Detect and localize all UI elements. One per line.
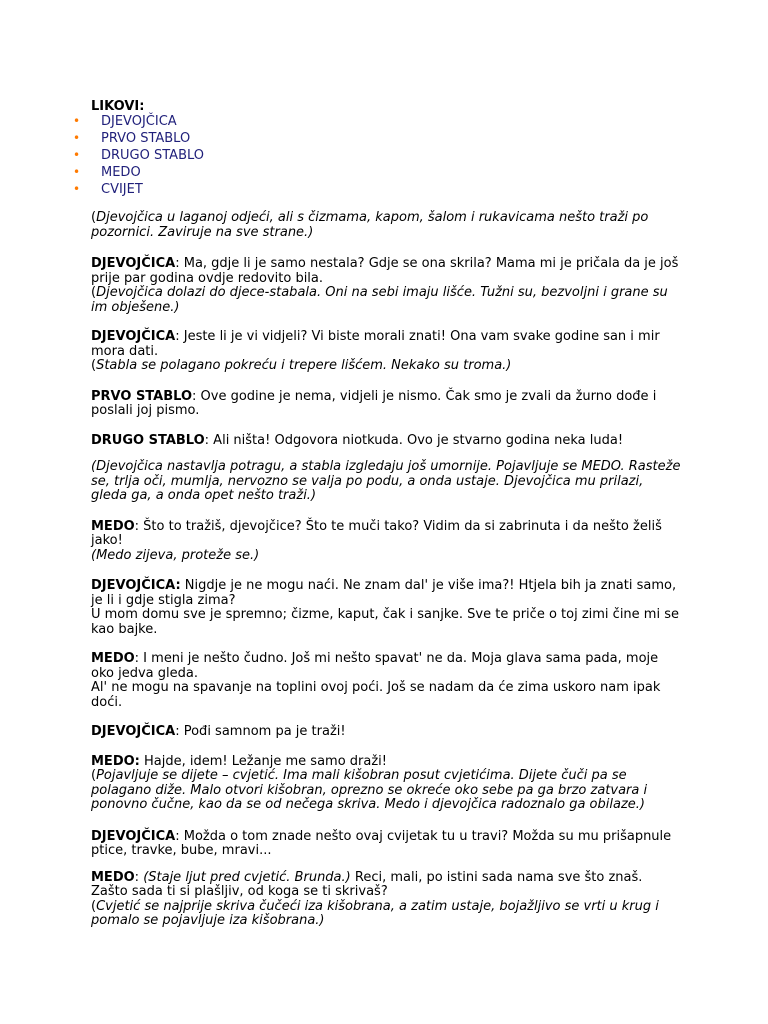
text-line xyxy=(91,900,681,929)
speaker-name: DRUGO STABLO xyxy=(91,432,205,448)
text-line xyxy=(91,725,681,740)
bullet-icon: • xyxy=(73,148,81,162)
text-line xyxy=(91,579,681,608)
bullet-icon: • xyxy=(73,182,81,196)
text-line xyxy=(91,608,681,637)
text-line xyxy=(91,211,681,240)
text-line xyxy=(91,286,681,315)
character-name: MEDO xyxy=(101,165,141,180)
character-name: CVIJET xyxy=(101,182,143,197)
dialogue-text: U mom domu sve je spremno; čizme, kaput, čak i sanjke. Sve te priče o toj zimi čine mi se kao bajke. xyxy=(91,607,679,637)
dialogue-block xyxy=(91,434,681,449)
stage-direction: Stabla se polagano pokreću i trepere lišćem. Nekako su troma.) xyxy=(96,358,512,373)
dialogue-text: ( xyxy=(91,898,97,914)
dialogue-text: : Ove godine je nema, vidjeli je nismo. Čak smo je zvali da žurno dođe i poslali joj pismo. xyxy=(91,388,657,418)
dialogue-block xyxy=(91,460,681,504)
dialogue-block xyxy=(91,652,681,710)
stage-direction: (Staje ljut pred cvjetić. Brunda.) xyxy=(143,869,351,885)
dialogue-text: ( xyxy=(91,285,97,300)
dialogue-text: ( xyxy=(91,210,97,225)
bullet-icon: • xyxy=(73,165,81,179)
speaker-name: PRVO STABLO xyxy=(91,388,193,404)
dialogue-block xyxy=(91,211,681,240)
stage-direction: Djevojčica dolazi do djece-stabala. Oni na sebi imaju lišće. Tužni su, bezvoljni i grane su im obješene.) xyxy=(91,285,668,315)
text-line xyxy=(91,434,681,449)
dialogue-text: : Što to tražiš, djevojčice? Što te muči tako? Vidim da si zabrinuta i da nešto želiš jako! xyxy=(91,518,662,548)
bullet-icon: • xyxy=(73,131,81,145)
dialogue-text: Nigdje je ne mogu naći. Ne znam dal' je više ima?! Htjela bih ja znati samo, je li i gdje stigla zima? xyxy=(91,578,677,608)
dialogue-text: ( xyxy=(91,768,97,783)
dialogue-text: : Ma, gdje li je samo nestala? Gdje se ona skrila? Mama mi je pričala da je još prije par godina ovdje redovito bila. xyxy=(91,256,679,286)
speaker-name: DJEVOJČICA xyxy=(91,256,176,271)
text-line xyxy=(91,390,681,419)
dialogue-block xyxy=(91,755,681,813)
text-line xyxy=(91,755,681,770)
dialogue-text: ( xyxy=(91,358,97,373)
dialogue-text: : xyxy=(134,869,144,885)
text-line xyxy=(91,652,681,681)
characters-heading: LIKOVI: xyxy=(91,99,145,114)
speaker-name: DJEVOJČICA: xyxy=(91,578,181,593)
stage-direction: Djevojčica u laganoj odjeći, ali s čizmama, kapom, šalom i rukavicama nešto traži po pozornici. Zaviruje na sve strane.) xyxy=(91,210,649,240)
dialogue-text: : I meni je nešto čudno. Još mi nešto spavat' ne da. Moja glava sama pada, moje oko jedva gleda. xyxy=(91,651,659,681)
dialogue-text: : Pođi samnom pa je traži! xyxy=(175,724,346,739)
text-line xyxy=(91,359,681,374)
text-line xyxy=(91,460,681,504)
speaker-name: MEDO xyxy=(91,518,135,534)
dialogue-block xyxy=(91,579,681,637)
text-line xyxy=(91,769,681,813)
text-line xyxy=(91,520,681,549)
dialogue-block xyxy=(91,330,681,374)
character-name: PRVO STABLO xyxy=(101,131,191,146)
speaker-name: DJEVOJČICA xyxy=(91,329,176,344)
stage-direction: (Djevojčica nastavlja potragu, a stabla izgledaju još umornije. Pojavljuje se MEDO. Rasteže se, trlja oči, mumlja, nervozno se valja po podu, a onda ustaje. Djevojčica mu prilazi, gleda ga, a onda opet nešto traži.) xyxy=(91,459,681,503)
script-body xyxy=(91,211,681,929)
dialogue-text: Al' ne mogu na spavanje na toplini ovoj poći. Još se nadam da će zima uskoro nam ipak doći. xyxy=(91,680,661,710)
text-line xyxy=(91,330,681,359)
character-name: DJEVOJČICA xyxy=(101,114,177,129)
dialogue-text: Hajde, idem! Ležanje me samo draži! xyxy=(139,753,388,769)
stage-direction: Pojavljuje se dijete – cvjetić. Ima mali kišobran posut cvjetićima. Dijete čuči pa se polagano diže. Malo otvori kišobran, oprezno se okreće oko sebe pa ga brzo zatvara i ponovno čučne, kao da se od nečega skriva. Medo i djevojčica radoznalo ga obilaze.) xyxy=(91,768,648,812)
dialogue-block xyxy=(91,520,681,564)
dialogue-text: : Jeste li je vi vidjeli? Vi biste morali znati! Ona vam svake godine san i mir mora dati. xyxy=(91,329,660,359)
character-name: DRUGO STABLO xyxy=(101,148,205,163)
dialogue-text: Reci, mali, po istini sada nama sve što znaš. Zašto sada ti si plašljiv, od koga se ti skrivaš? xyxy=(91,869,643,899)
dialogue-block xyxy=(91,257,681,315)
stage-direction: Cvjetić se najprije skriva čučeći iza kišobrana, a zatim ustaje, bojažljivo se vrti u krug i pomalo se pojavljuje iza kišobrana.) xyxy=(91,898,659,928)
dialogue-block xyxy=(91,390,681,419)
speaker-name: DJEVOJČICA xyxy=(91,828,176,844)
bullet-icon: • xyxy=(73,114,81,128)
speaker-name: MEDO: xyxy=(91,753,140,769)
stage-direction: (Medo zijeva, proteže se.) xyxy=(91,547,260,563)
text-line xyxy=(91,830,681,859)
dialogue-block xyxy=(91,725,681,740)
speaker-name: MEDO xyxy=(91,651,135,666)
text-line xyxy=(91,871,681,900)
dialogue-text: : Možda o tom znade nešto ovaj cvijetak tu u travi? Možda su mu prišapnule ptice, travke, bube, mravi... xyxy=(91,828,672,858)
dialogue-text: : Ali ništa! Odgovora niotkuda. Ovo je stvarno godina neka luda! xyxy=(204,432,624,448)
text-line xyxy=(91,257,681,286)
dialogue-block xyxy=(91,871,681,929)
text-line xyxy=(91,681,681,710)
text-line xyxy=(91,549,681,564)
dialogue-block xyxy=(91,830,681,859)
speaker-name: MEDO xyxy=(91,869,135,885)
speaker-name: DJEVOJČICA xyxy=(91,724,176,739)
